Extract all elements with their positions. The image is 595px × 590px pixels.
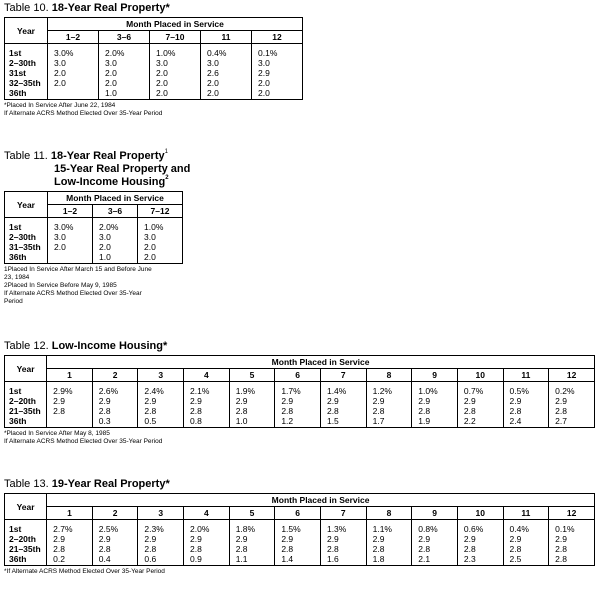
column-header: 12 <box>549 369 595 382</box>
year-header: Year <box>5 18 48 44</box>
year-cell: 2–30th <box>5 58 48 68</box>
rate-cell: 1.8% <box>229 524 275 534</box>
year-cell: 36th <box>5 554 47 566</box>
rate-cell: 2.9 <box>320 396 366 406</box>
rate-cell: 2.7 <box>549 416 595 428</box>
column-header-row <box>5 369 595 382</box>
rate-cell: 2.8 <box>503 544 549 554</box>
footnote-marker: 1 <box>164 149 168 156</box>
column-header: 7 <box>320 507 366 520</box>
column-header: 7–10 <box>150 31 201 44</box>
footnote: 2Placed In Service Before May 9, 1985 If Alternate ACRS Method Elected Over 35-Year Period <box>4 282 142 305</box>
column-header: 11 <box>503 369 549 382</box>
header-row <box>5 192 183 205</box>
column-header: 2 <box>92 369 138 382</box>
rate-cell: 2.9 <box>229 534 275 544</box>
rate-cell: 2.9 <box>503 396 549 406</box>
rate-cell: 1.0 <box>229 416 275 428</box>
rate-cell: 2.0 <box>201 78 252 88</box>
rate-cell: 1.0% <box>150 48 201 58</box>
rate-cell: 2.4% <box>138 386 184 396</box>
rate-cell: 2.6 <box>201 68 252 78</box>
year-header: Year <box>5 192 48 218</box>
column-header: 3 <box>138 369 184 382</box>
column-header: 10 <box>457 369 503 382</box>
footnote: *Placed In Service After June 22, 1984 If Alternate ACRS Method Elected Over 35-Year Period <box>4 102 163 117</box>
table-number: Table 10. <box>4 2 49 14</box>
rate-cell: 2.8 <box>229 406 275 416</box>
rate-cell: 2.0% <box>184 524 230 534</box>
rate-cell: 2.8 <box>320 406 366 416</box>
rate-cell: 2.3 <box>457 554 503 566</box>
rate-cell: 2.0% <box>99 48 150 58</box>
rate-cell: 2.9 <box>549 396 595 406</box>
year-cell: 31–35th <box>5 242 48 252</box>
table-row <box>5 386 595 396</box>
rate-cell: 2.9 <box>412 396 458 406</box>
table-row <box>5 88 303 100</box>
column-header: 12 <box>549 507 595 520</box>
rate-cell: 2.8 <box>229 544 275 554</box>
column-header-row <box>5 507 595 520</box>
rate-cell: 2.8 <box>138 406 184 416</box>
rate-cell: 2.0 <box>99 68 150 78</box>
rate-cell: 2.0 <box>48 242 93 252</box>
rate-cell: 2.9 <box>503 534 549 544</box>
rate-cell: 2.0 <box>252 78 303 88</box>
rate-cell: 3.0 <box>252 58 303 68</box>
rate-cell: 0.8 <box>184 416 230 428</box>
rate-cell: 2.8 <box>457 406 503 416</box>
rate-cell: 0.6 <box>138 554 184 566</box>
rate-cell: 2.8 <box>275 544 321 554</box>
rate-cell: 3.0 <box>150 58 201 68</box>
rate-cell: 3.0 <box>93 232 138 242</box>
year-cell: 31st <box>5 68 48 78</box>
rate-cell: 2.8 <box>366 406 412 416</box>
rate-cell: 2.8 <box>412 406 458 416</box>
rate-cell: 2.7% <box>47 524 93 534</box>
year-cell: 1st <box>5 386 47 396</box>
rate-cell: 2.8 <box>412 544 458 554</box>
table-title: 18-Year Real Property <box>50 150 165 162</box>
column-header: 12 <box>252 31 303 44</box>
rate-cell: 2.1 <box>412 554 458 566</box>
rate-cell: 3.0% <box>48 222 93 232</box>
year-cell: 32–35th <box>5 78 48 88</box>
rate-cell: 2.8 <box>275 406 321 416</box>
table-row <box>5 252 183 264</box>
rate-cell: 2.9 <box>47 396 93 406</box>
rate-cell: 2.9 <box>457 534 503 544</box>
table-title-line-3-text: Low-Income Housing <box>54 176 166 188</box>
rate-cell: 2.8 <box>47 406 93 416</box>
rate-cell: 2.0 <box>48 78 99 88</box>
table-row <box>5 68 303 78</box>
rate-cell: 2.0 <box>252 88 303 100</box>
rate-cell: 0.1% <box>549 524 595 534</box>
month-group-header: Month Placed in Service <box>47 356 595 369</box>
rate-cell: 2.9 <box>252 68 303 78</box>
rate-cell: 0.5 <box>138 416 184 428</box>
rate-cell: 2.8 <box>549 554 595 566</box>
column-header: 3–6 <box>99 31 150 44</box>
rate-cell: 2.5% <box>92 524 138 534</box>
column-header: 2 <box>92 507 138 520</box>
table-row <box>5 222 183 232</box>
rate-cell: 0.9 <box>184 554 230 566</box>
rate-cell: 1.5% <box>275 524 321 534</box>
rate-cell: 1.0 <box>99 88 150 100</box>
rate-cell: 2.8 <box>549 544 595 554</box>
rate-cell: 1.4% <box>320 386 366 396</box>
rate-cell: 2.4 <box>503 416 549 428</box>
table-title: 18-Year Real Property* <box>51 2 170 14</box>
depreciation-table <box>4 191 183 264</box>
rate-cell: 0.7% <box>457 386 503 396</box>
rate-cell: 2.9 <box>184 396 230 406</box>
footnote: *If Alternate ACRS Method Elected Over 35-Year Period <box>4 568 165 575</box>
rate-cell: 0.2 <box>47 554 93 566</box>
rate-cell: 2.8 <box>503 406 549 416</box>
column-header: 1–2 <box>48 31 99 44</box>
table-title-line-2: 15-Year Real Property and <box>54 163 191 175</box>
table-footnotes <box>4 430 595 446</box>
table-title: Low-Income Housing* <box>51 340 168 352</box>
rate-cell: 2.8 <box>92 544 138 554</box>
rate-cell: 2.1% <box>184 386 230 396</box>
rate-cell: 2.0 <box>48 68 99 78</box>
rate-cell: 1.4 <box>275 554 321 566</box>
table-12-block <box>4 340 595 446</box>
rate-cell <box>48 88 99 100</box>
rate-cell: 2.2 <box>457 416 503 428</box>
rate-cell: 2.8 <box>138 544 184 554</box>
rate-cell: 2.9% <box>47 386 93 396</box>
column-header: 5 <box>229 369 275 382</box>
table-caption <box>4 340 595 353</box>
year-cell: 2–20th <box>5 396 47 406</box>
rate-cell: 2.0 <box>201 88 252 100</box>
footnote: *Placed In Service After May 8, 1985 If Alternate ACRS Method Elected Over 35-Year Period <box>4 430 163 445</box>
rate-cell: 1.2% <box>366 386 412 396</box>
table-footnotes <box>4 266 190 306</box>
caption-line-1 <box>4 478 595 491</box>
year-cell: 1st <box>5 48 48 58</box>
rate-cell: 2.9 <box>92 396 138 406</box>
table-row <box>5 544 595 554</box>
year-cell: 36th <box>5 252 48 264</box>
rate-cell: 2.0 <box>138 252 183 264</box>
table-row <box>5 524 595 534</box>
table-row <box>5 534 595 544</box>
rate-cell: 2.3% <box>138 524 184 534</box>
rate-cell: 3.0 <box>99 58 150 68</box>
table-row <box>5 406 595 416</box>
rate-cell: 1.8 <box>366 554 412 566</box>
rate-cell: 2.9 <box>184 534 230 544</box>
column-header: 6 <box>275 369 321 382</box>
column-header-row <box>5 31 303 44</box>
column-header: 3 <box>138 507 184 520</box>
table-title-line-3 <box>4 176 190 189</box>
column-header: 1 <box>47 369 93 382</box>
year-cell: 36th <box>5 88 48 100</box>
rate-cell: 0.2% <box>549 386 595 396</box>
column-header: 8 <box>366 507 412 520</box>
depreciation-table <box>4 17 303 100</box>
caption-line-1 <box>4 2 303 15</box>
rate-cell: 2.8 <box>549 406 595 416</box>
column-header: 6 <box>275 507 321 520</box>
year-cell: 2–20th <box>5 534 47 544</box>
table-row <box>5 48 303 58</box>
rate-cell: 0.8% <box>412 524 458 534</box>
column-header: 1–2 <box>48 205 93 218</box>
rate-cell: 1.6 <box>320 554 366 566</box>
table-caption <box>4 478 595 491</box>
column-header: 5 <box>229 507 275 520</box>
rate-cell: 0.6% <box>457 524 503 534</box>
column-header: 4 <box>184 507 230 520</box>
table-caption <box>4 2 303 15</box>
caption-line-1 <box>4 340 595 353</box>
rate-cell: 0.1% <box>252 48 303 58</box>
month-group-header: Month Placed in Service <box>47 494 595 507</box>
rate-cell: 1.9% <box>229 386 275 396</box>
year-cell: 36th <box>5 416 47 428</box>
rate-cell: 2.0 <box>150 68 201 78</box>
rate-cell: 2.8 <box>184 544 230 554</box>
table-row <box>5 58 303 68</box>
rate-cell: 2.0 <box>150 88 201 100</box>
month-group-header: Month Placed in Service <box>48 192 183 205</box>
table-10-block <box>4 2 303 118</box>
rate-cell <box>48 252 93 264</box>
column-header: 7 <box>320 369 366 382</box>
table-row <box>5 78 303 88</box>
rate-cell: 1.0% <box>138 222 183 232</box>
table-footnotes <box>4 568 595 576</box>
rate-cell: 1.1% <box>366 524 412 534</box>
rate-cell: 2.8 <box>366 544 412 554</box>
column-header: 3–6 <box>93 205 138 218</box>
rate-cell: 2.8 <box>92 406 138 416</box>
rate-cell: 2.8 <box>184 406 230 416</box>
header-row <box>5 356 595 369</box>
year-cell: 21–35th <box>5 406 47 416</box>
column-header: 1 <box>47 507 93 520</box>
rate-cell: 1.1 <box>229 554 275 566</box>
rate-cell: 0.4% <box>201 48 252 58</box>
column-header: 7–12 <box>138 205 183 218</box>
rate-cell: 3.0 <box>48 58 99 68</box>
rate-cell: 2.9 <box>92 534 138 544</box>
year-cell: 1st <box>5 524 47 534</box>
year-header: Year <box>5 356 47 382</box>
rate-cell: 2.9 <box>549 534 595 544</box>
rate-cell: 2.8 <box>457 544 503 554</box>
rate-cell: 1.7 <box>366 416 412 428</box>
year-cell: 2–30th <box>5 232 48 242</box>
column-header: 4 <box>184 369 230 382</box>
table-caption <box>4 150 190 189</box>
column-header: 8 <box>366 369 412 382</box>
table-footnotes <box>4 102 303 118</box>
rate-cell: 2.9 <box>47 534 93 544</box>
table-title: 19-Year Real Property* <box>51 478 170 490</box>
rate-cell: 0.4% <box>503 524 549 534</box>
rate-cell: 1.2 <box>275 416 321 428</box>
month-group-header: Month Placed in Service <box>48 18 303 31</box>
table-row <box>5 416 595 428</box>
rate-cell: 0.4 <box>92 554 138 566</box>
rate-cell: 2.9 <box>457 396 503 406</box>
rate-cell: 2.9 <box>275 534 321 544</box>
table-13-block <box>4 478 595 576</box>
rate-cell: 2.8 <box>47 544 93 554</box>
column-header: 9 <box>412 369 458 382</box>
rate-cell: 2.9 <box>275 396 321 406</box>
rate-cell: 0.3 <box>92 416 138 428</box>
column-header: 11 <box>503 507 549 520</box>
header-row <box>5 494 595 507</box>
rate-cell: 2.6% <box>92 386 138 396</box>
rate-cell: 1.9 <box>412 416 458 428</box>
rate-cell: 2.9 <box>366 534 412 544</box>
rate-cell: 2.9 <box>138 396 184 406</box>
rate-cell: 2.9 <box>138 534 184 544</box>
depreciation-table <box>4 355 595 428</box>
column-header: 9 <box>412 507 458 520</box>
column-header: 11 <box>201 31 252 44</box>
table-row <box>5 554 595 566</box>
depreciation-table <box>4 493 595 566</box>
rate-cell: 2.0 <box>99 78 150 88</box>
rate-cell: 2.5 <box>503 554 549 566</box>
table-number: Table 13. <box>4 478 49 490</box>
table-row <box>5 242 183 252</box>
rate-cell: 2.0% <box>93 222 138 232</box>
footnote-marker: 2 <box>165 175 169 182</box>
header-row <box>5 18 303 31</box>
table-number: Table 11. <box>4 150 48 162</box>
caption-line-1 <box>4 150 190 163</box>
table-11-block <box>4 150 190 306</box>
rate-cell <box>47 416 93 428</box>
rate-cell: 2.0 <box>93 242 138 252</box>
rate-cell: 3.0 <box>138 232 183 242</box>
footnote: 1Placed In Service After March 15 and Before June 23, 1984 <box>4 266 152 281</box>
rate-cell: 1.5 <box>320 416 366 428</box>
year-header: Year <box>5 494 47 520</box>
rate-cell: 1.7% <box>275 386 321 396</box>
rate-cell: 0.5% <box>503 386 549 396</box>
column-header: 10 <box>457 507 503 520</box>
rate-cell: 2.9 <box>412 534 458 544</box>
rate-cell: 3.0 <box>48 232 93 242</box>
year-cell: 1st <box>5 222 48 232</box>
rate-cell: 2.0 <box>150 78 201 88</box>
year-cell: 21–35th <box>5 544 47 554</box>
rate-cell: 3.0 <box>201 58 252 68</box>
rate-cell: 2.8 <box>320 544 366 554</box>
rate-cell: 2.9 <box>229 396 275 406</box>
rate-cell: 1.0% <box>412 386 458 396</box>
rate-cell: 2.9 <box>320 534 366 544</box>
table-row <box>5 396 595 406</box>
rate-cell: 2.9 <box>366 396 412 406</box>
rate-cell: 1.3% <box>320 524 366 534</box>
rate-cell: 3.0% <box>48 48 99 58</box>
rate-cell: 1.0 <box>93 252 138 264</box>
rate-cell: 2.0 <box>138 242 183 252</box>
table-number: Table 12. <box>4 340 49 352</box>
table-row <box>5 232 183 242</box>
